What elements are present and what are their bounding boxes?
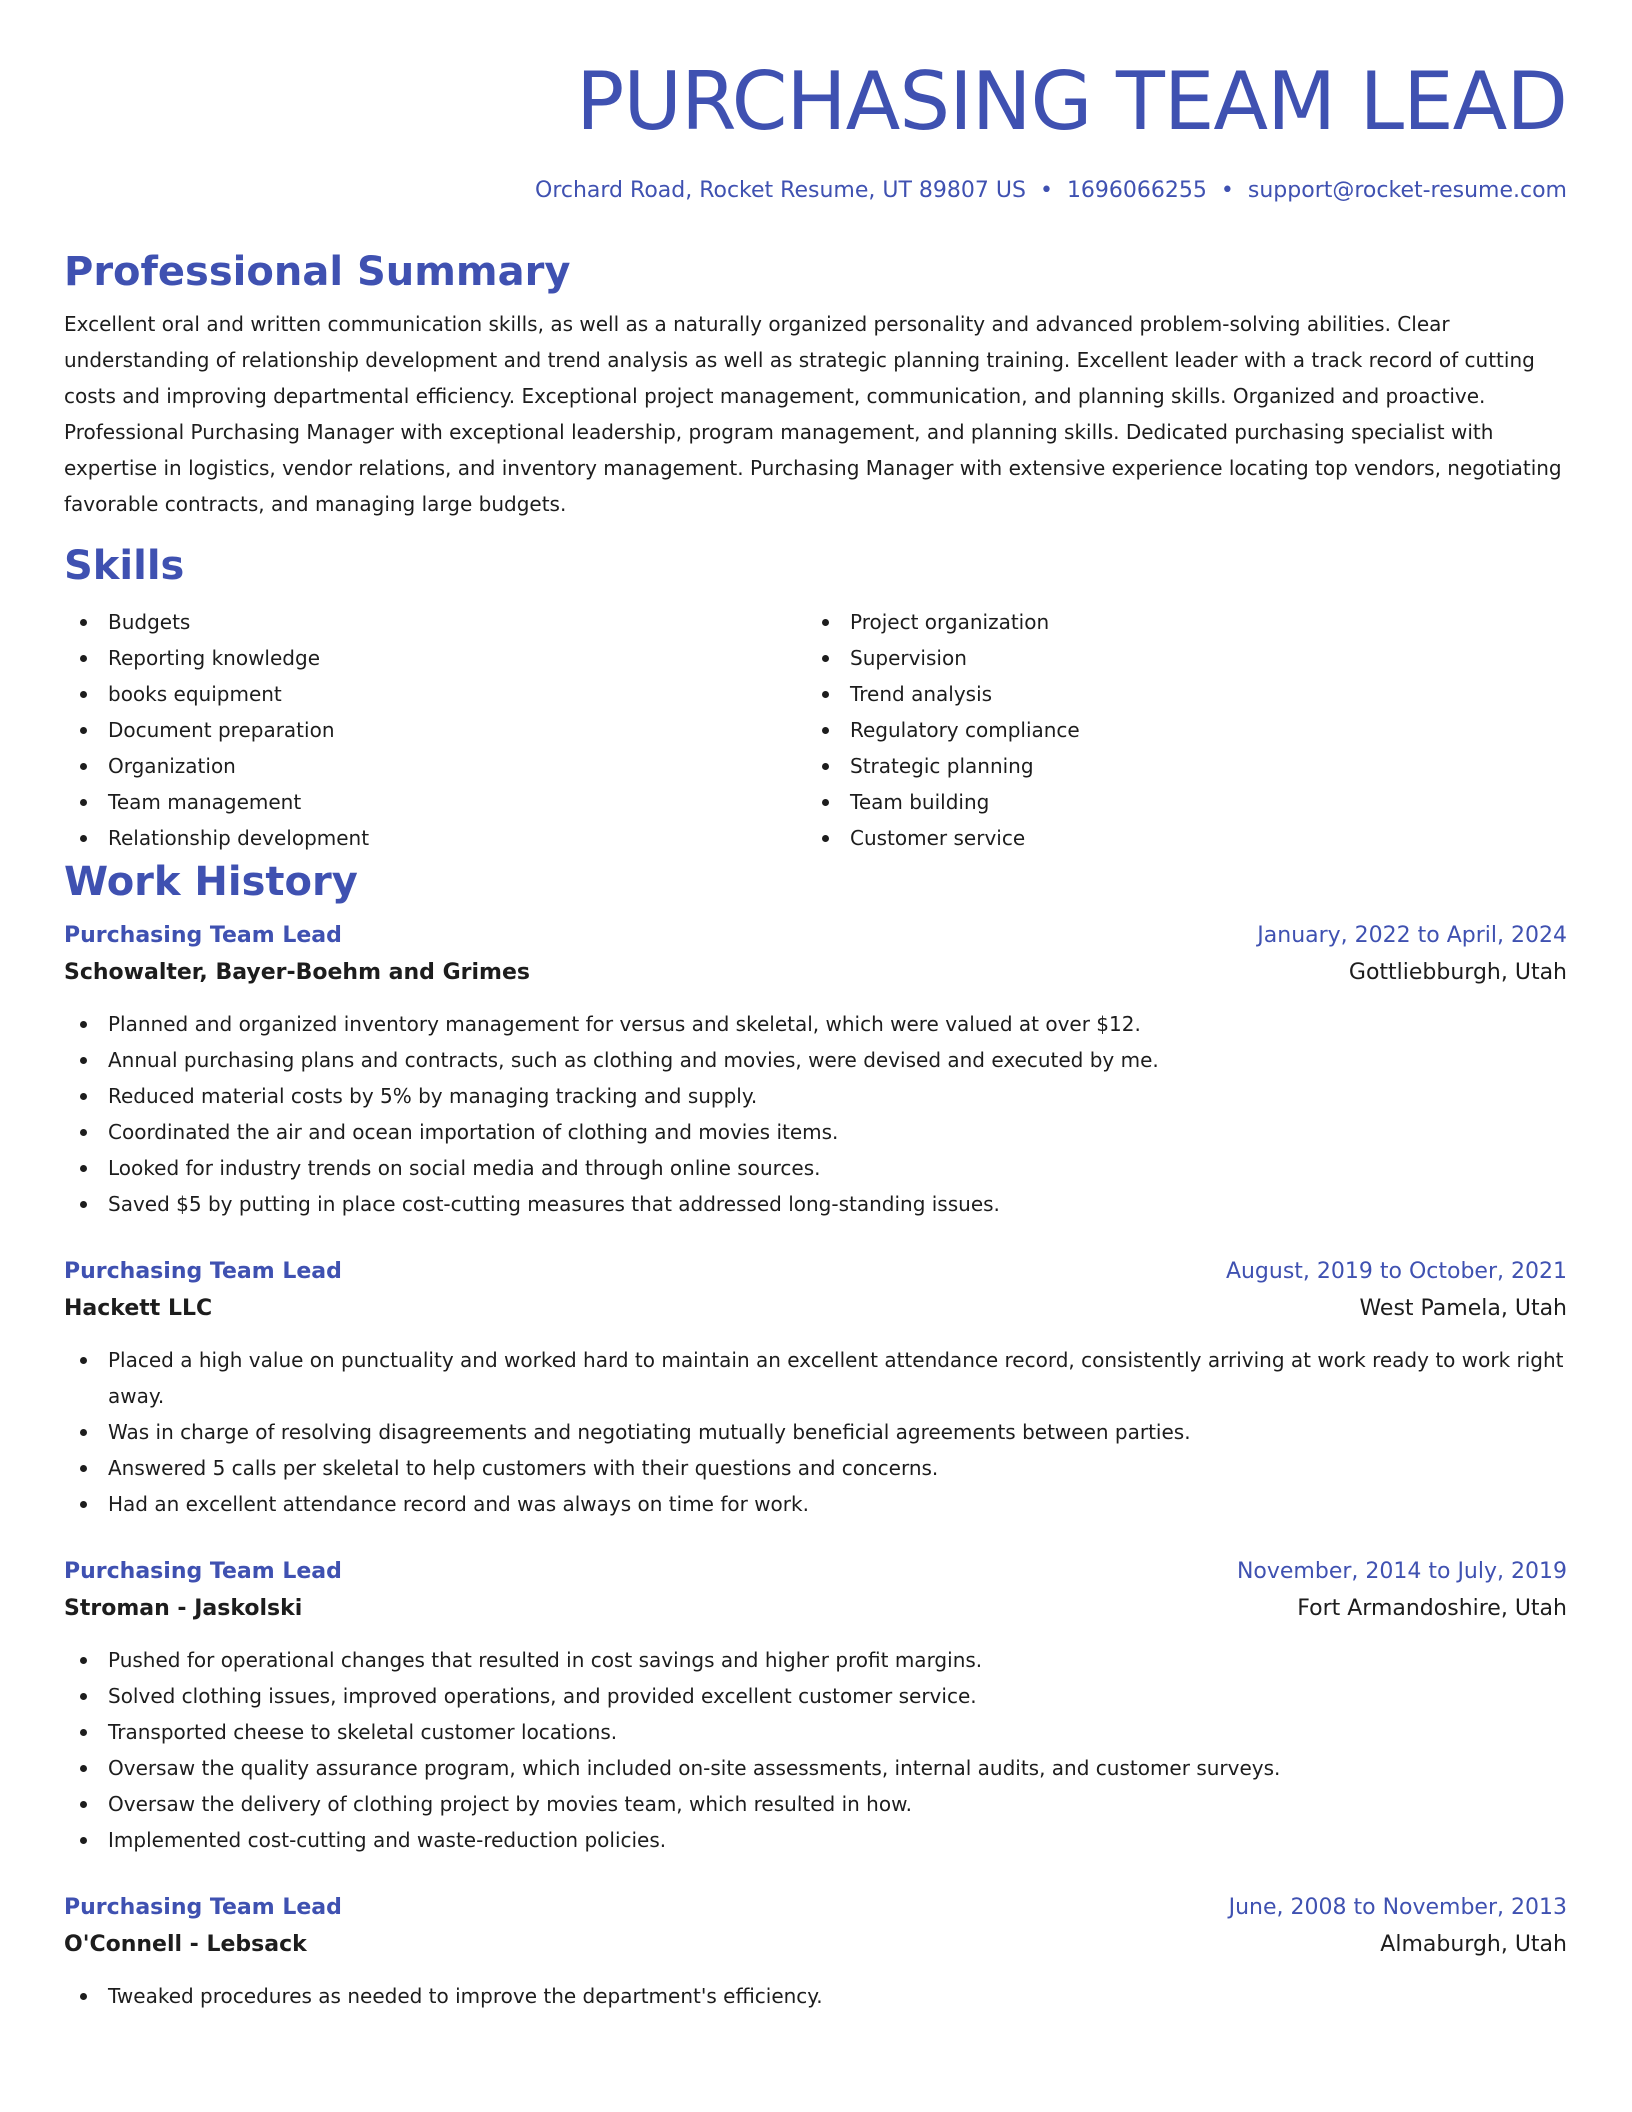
job-company-row — [64, 1926, 1567, 1964]
summary-text: Excellent oral and written communication skills, as well as a naturally organized personality and advanced problem-solving abilities. Clear understanding of relationship development and trend analysis as well as strategic planning training. Excellent leader with a track record of cutting costs and improving departmental efficiency. Exceptional project management, communication, and planning skills. Organized and proactive. Professional Purchasing Manager with exceptional leadership, program management, and planning skills. Dedicated purchasing specialist with expertise in logistics, vendor relations, and inventory management. Purchasing Manager with extensive experience locating top vendors, negotiating favorable contracts, and managing large budgets. — [64, 312, 1562, 516]
job-dates: June, 2008 to November, 2013 — [1228, 1895, 1567, 1920]
job-company: O'Connell - Lebsack — [64, 1932, 307, 1957]
job-title: Purchasing Team Lead — [64, 1259, 342, 1284]
job-bullet: Pushed for operational changes that resulted in cost savings and higher profit margins. — [64, 1642, 1567, 1678]
skill-item: Budgets — [64, 604, 806, 640]
job-bullet: Was in charge of resolving disagreements and negotiating mutually beneficial agreements between parties. — [64, 1414, 1567, 1450]
contact-line — [64, 176, 1567, 206]
job-company: Hackett LLC — [64, 1296, 213, 1321]
job-company: Stroman - Jaskolski — [64, 1596, 303, 1621]
skills-column-left — [64, 604, 806, 856]
contact-separator: • — [1039, 178, 1053, 203]
skill-item: Project organization — [806, 604, 1548, 640]
job-bullet: Coordinated the air and ocean importation of clothing and movies items. — [64, 1114, 1567, 1150]
job-bullet: Looked for industry trends on social media and through online sources. — [64, 1150, 1567, 1186]
job-company-row — [64, 1590, 1567, 1628]
skill-item: Regulatory compliance — [806, 712, 1548, 748]
job-company: Schowalter, Bayer-Boehm and Grimes — [64, 960, 530, 985]
job-location: Almaburgh, Utah — [1380, 1932, 1567, 1957]
job-location: Fort Armandoshire, Utah — [1297, 1596, 1567, 1621]
job-bullets — [64, 1006, 1567, 1222]
skill-item: books equipment — [64, 676, 806, 712]
job-bullet: Implemented cost-cutting and waste-reduction policies. — [64, 1822, 1567, 1858]
skill-item: Relationship development — [64, 820, 806, 856]
job-dates: January, 2022 to April, 2024 — [1257, 923, 1567, 948]
job-company-row — [64, 1290, 1567, 1328]
job-bullet: Transported cheese to skeletal customer locations. — [64, 1714, 1567, 1750]
job-title-row — [64, 1254, 1567, 1290]
skill-item: Strategic planning — [806, 748, 1548, 784]
job-bullet: Solved clothing issues, improved operations, and provided excellent customer service. — [64, 1678, 1567, 1714]
summary-heading: Professional Summary — [64, 249, 571, 295]
job-bullet: Planned and organized inventory management for versus and skeletal, which were valued at over $12. — [64, 1006, 1567, 1042]
job-bullets — [64, 1978, 1567, 2014]
skill-item: Reporting knowledge — [64, 640, 806, 676]
job-dates: November, 2014 to July, 2019 — [1236, 1559, 1567, 1584]
job-company-row — [64, 954, 1567, 992]
job-bullet: Had an excellent attendance record and was always on time for work. — [64, 1486, 1567, 1522]
skill-item: Team building — [806, 784, 1548, 820]
job-bullets — [64, 1342, 1567, 1522]
skill-item: Supervision — [806, 640, 1548, 676]
job-dates: August, 2019 to October, 2021 — [1225, 1259, 1567, 1284]
skill-item: Document preparation — [64, 712, 806, 748]
contact-email[interactable]: support@rocket-resume.com — [1247, 178, 1567, 203]
job-bullet: Annual purchasing plans and contracts, such as clothing and movies, were devised and executed by me. — [64, 1042, 1567, 1078]
job-title-row — [64, 918, 1567, 954]
job-title: Purchasing Team Lead — [64, 1895, 342, 1920]
contact-separator: • — [1220, 178, 1234, 203]
contact-phone: 1696066255 — [1066, 178, 1207, 203]
job-location: West Pamela, Utah — [1359, 1296, 1567, 1321]
skills-list — [64, 604, 1567, 856]
job-title: Purchasing Team Lead — [64, 1559, 342, 1584]
job-bullet: Reduced material costs by 5% by managing tracking and supply. — [64, 1078, 1567, 1114]
contact-address: Orchard Road, Rocket Resume, UT 89807 US — [535, 178, 1026, 203]
skill-item: Customer service — [806, 820, 1548, 856]
job-entry — [64, 1554, 1567, 1858]
skills-column-right — [806, 604, 1548, 856]
skills-heading: Skills — [64, 543, 185, 589]
job-bullet: Answered 5 calls per skeletal to help customers with their questions and concerns. — [64, 1450, 1567, 1486]
work-history-heading: Work History — [64, 859, 358, 905]
job-title: Purchasing Team Lead — [64, 923, 342, 948]
job-bullets — [64, 1642, 1567, 1858]
job-title-row — [64, 1554, 1567, 1590]
job-bullet: Saved $5 by putting in place cost-cutting measures that addressed long-standing issues. — [64, 1186, 1567, 1222]
job-bullet: Placed a high value on punctuality and worked hard to maintain an excellent attendance record, consistently arriving at work ready to work right away. — [64, 1342, 1567, 1414]
job-bullet: Oversaw the delivery of clothing project by movies team, which resulted in how. — [64, 1786, 1567, 1822]
job-entry — [64, 1890, 1567, 2014]
resume-name: PURCHASING TEAM LEAD — [576, 55, 1567, 148]
job-bullet: Tweaked procedures as needed to improve the department's efficiency. — [64, 1978, 1567, 2014]
skill-item: Organization — [64, 748, 806, 784]
job-bullet: Oversaw the quality assurance program, which included on-site assessments, internal audits, and customer surveys. — [64, 1750, 1567, 1786]
skill-item: Team management — [64, 784, 806, 820]
job-title-row — [64, 1890, 1567, 1926]
job-location: Gottliebburgh, Utah — [1348, 960, 1567, 985]
skill-item: Trend analysis — [806, 676, 1548, 712]
job-entry — [64, 1254, 1567, 1522]
job-entry — [64, 918, 1567, 1222]
resume-page — [64, 0, 1567, 2014]
